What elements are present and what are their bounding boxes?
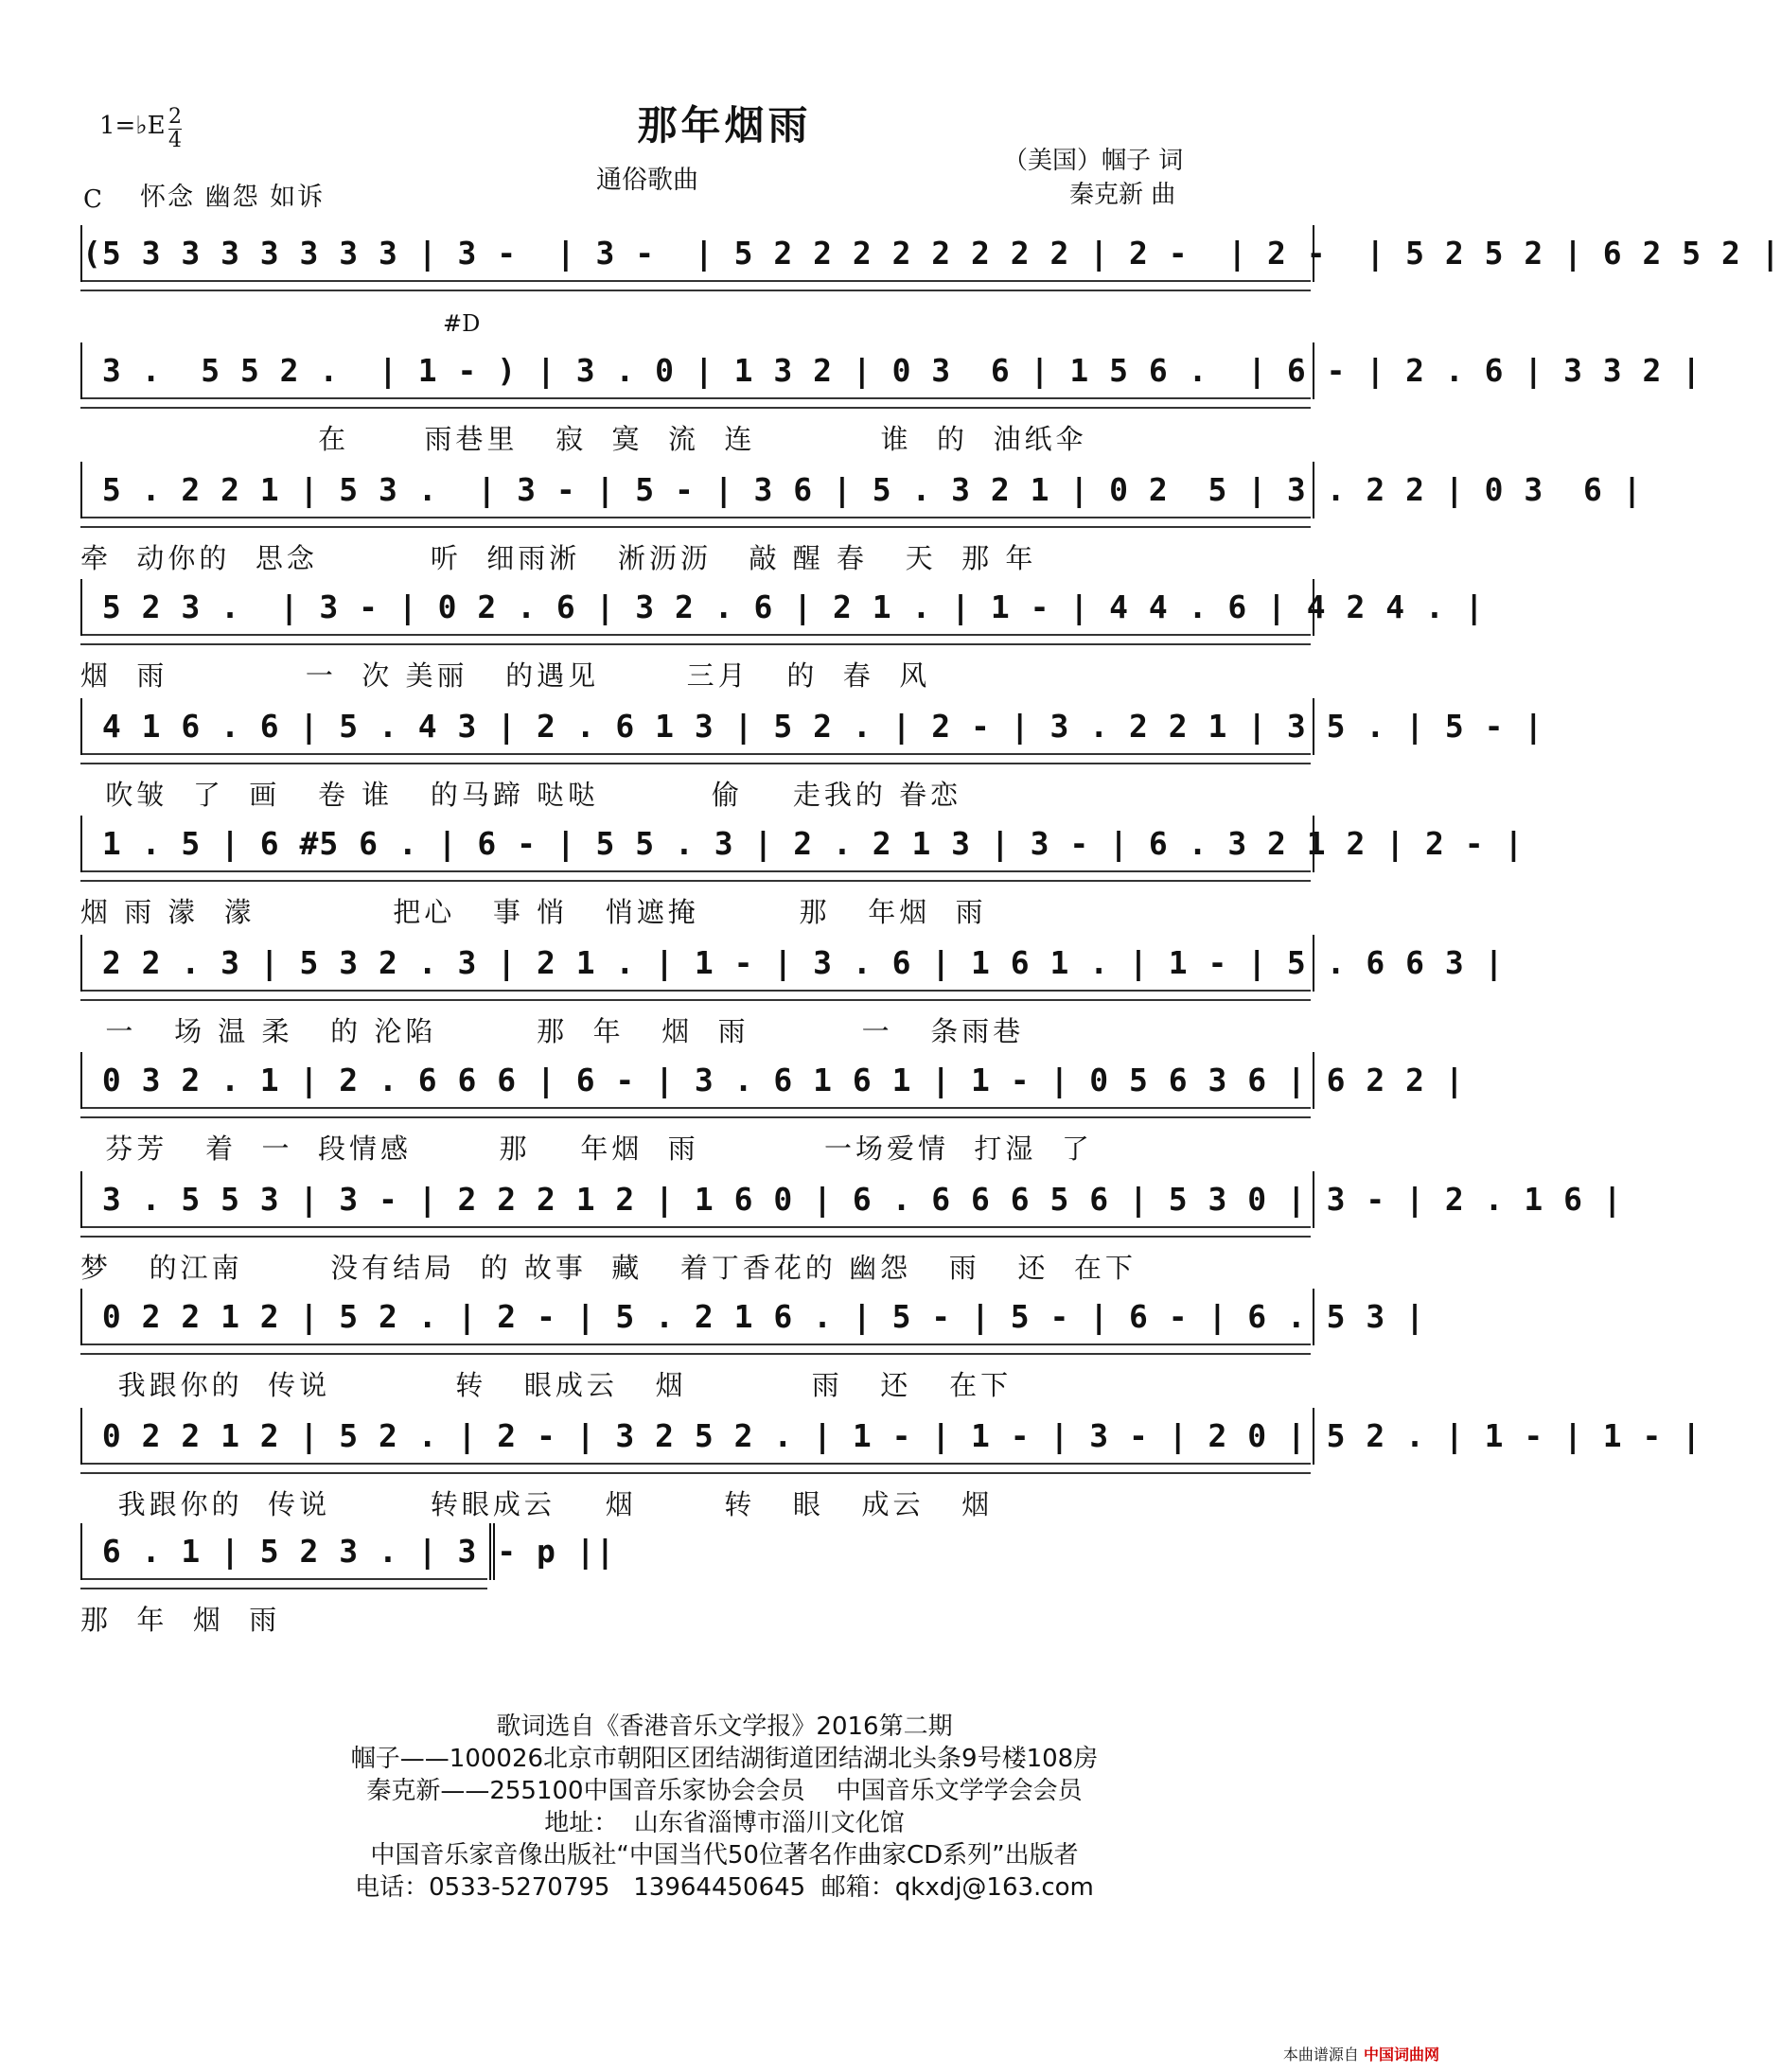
notation-line: 3 . 5 5 2 . | 1 - ) | 3 . 0 | 1 3 2 | 0 3 6 | 1 5 6 . | 6 - | 2 . 6 | 3 3 2 |: [80, 342, 1314, 399]
beam-underline: [80, 517, 1311, 528]
beam-underline: [80, 1343, 1311, 1355]
footer-info: [0, 1711, 1449, 1904]
source-credit[interactable]: [1283, 2043, 1439, 2064]
chord-label: C: [83, 185, 102, 214]
lyrics-line: 梦 的江南 没有结局 的 故事 藏 着丁香花的 幽怨 雨 还 在下: [80, 1252, 1137, 1284]
notation-line: 0 3 2 . 1 | 2 . 6 6 6 | 6 - | 3 . 6 1 6 1 | 1 - | 0 5 6 3 6 | 6 2 2 |: [80, 1052, 1314, 1109]
beam-underline: [80, 1107, 1311, 1118]
composer-credit: 秦克新 曲: [1069, 181, 1176, 209]
lyrics-line: 吹皱 了 画 卷 谁 的马蹄 哒哒 偷 走我的 眷恋: [80, 779, 962, 811]
notation-line: 5 . 2 2 1 | 5 3 . | 3 - | 5 - | 3 6 | 5 . 3 2 1 | 0 2 5 | 3 . 2 2 | 0 3 6 |: [80, 462, 1314, 518]
footer-address: 地址： 山东省淄博市淄川文化馆: [544, 1809, 905, 1837]
time-signature-bottom: 4: [168, 129, 182, 152]
source-prefix: 本曲谱源自: [1282, 2046, 1359, 2063]
notation-line: 3 . 5 5 3 | 3 - | 2 2 2 1 2 | 1 6 0 | 6 . 6 6 6 5 6 | 5 3 0 | 3 - | 2 . 1 6 |: [80, 1171, 1314, 1228]
footer-composer-membership: 秦克新——255100中国音乐家协会会员 中国音乐文学学会会员: [366, 1777, 1083, 1805]
beam-underline: [80, 634, 1311, 645]
lyrics-line: 烟 雨 一 次 美丽 的遇见 三月 的 春 风: [80, 659, 931, 692]
key-signature: 1=♭E: [99, 112, 166, 140]
beam-underline: [80, 753, 1311, 764]
genre-label: 通俗歌曲: [596, 166, 698, 195]
footer-source: 歌词选自《香港音乐文学报》2016第二期: [496, 1712, 953, 1741]
lyrics-line: 一 场 温 柔 的 沦陷 那 年 烟 雨 一 条雨巷: [80, 1015, 1025, 1047]
beam-underline: [80, 397, 1311, 409]
notation-line: (5 3 3 3 3 3 3 3 | 3 - | 3 - | 5 2 2 2 2 2 2 2 2 | 2 - | 2 - | 5 2 5 2 | 6 2 5 2 |: [80, 225, 1314, 282]
lyrics-line: 我跟你的 传说 转 眼成云 烟 雨 还 在下: [80, 1369, 1013, 1401]
beam-underline: [80, 870, 1311, 882]
source-site-link[interactable]: 中国词曲网: [1363, 2046, 1439, 2063]
time-signature: [168, 106, 182, 152]
notation-line: 6 . 1 | 5 2 3 . | 3 - p ||: [80, 1523, 495, 1580]
credits: [1003, 144, 1183, 212]
notation-line: 5 2 3 . | 3 - | 0 2 . 6 | 3 2 . 6 | 2 1 . | 1 - | 4 4 . 6 | 4 2 4 . |: [80, 579, 1314, 636]
notation-line: 0 2 2 1 2 | 5 2 . | 2 - | 3 2 5 2 . | 1 - | 1 - | 3 - | 2 0 | 5 2 . | 1 - | 1 - |: [80, 1408, 1314, 1465]
song-title: 那年烟雨: [637, 102, 812, 149]
beam-underline: [80, 1226, 1311, 1238]
lyrics-line: 那 年 烟 雨: [80, 1604, 281, 1636]
expression-mark: 怀念 幽怨 如诉: [140, 183, 326, 212]
beam-underline: [80, 280, 1311, 291]
beam-underline: [80, 990, 1311, 1001]
footer-publisher: 中国音乐家音像出版社“中国当代50位著名作曲家CD系列”出版者: [370, 1841, 1079, 1870]
beam-underline: [80, 1463, 1311, 1474]
lyrics-line: 我跟你的 传说 转眼成云 烟 转 眼 成云 烟: [80, 1488, 994, 1520]
lyrics-line: 牵 动你的 思念 听 细雨淅 淅沥沥 敲 醒 春 天 那 年: [80, 542, 1037, 574]
lyricist-credit: （美国）帼子 词: [1003, 147, 1184, 175]
notation-line: 1 . 5 | 6 #5 6 . | 6 - | 5 5 . 3 | 2 . 2 1 3 | 3 - | 6 . 3 2 1 2 | 2 - |: [80, 816, 1314, 872]
notation-line: 0 2 2 1 2 | 5 2 . | 2 - | 5 . 2 1 6 . | 5 - | 5 - | 6 - | 6 . 5 3 |: [80, 1289, 1314, 1345]
modulation-mark: #D: [443, 310, 481, 337]
footer-lyricist-address: 帼子——100026北京市朝阳区团结湖街道团结湖北头条9号楼108房: [350, 1745, 1099, 1773]
lyrics-line: 烟 雨 濛 濛 把心 事 悄 悄遮掩 那 年烟 雨: [80, 896, 987, 928]
lyrics-line: 在 雨巷里 寂 寞 流 连 谁 的 油纸伞: [80, 423, 1087, 455]
lyrics-line: 芬芳 着 一 段情感 那 年烟 雨 一场爱情 打湿 了: [80, 1133, 1093, 1165]
time-signature-top: 2: [168, 105, 182, 129]
footer-contact: 电话：0533-5270795 13964450645 邮箱：qkxdj@163.com: [355, 1873, 1094, 1902]
notation-line: 4 1 6 . 6 | 5 . 4 3 | 2 . 6 1 3 | 5 2 . | 2 - | 3 . 2 2 1 | 3 5 . | 5 - |: [80, 698, 1314, 755]
beam-underline: [80, 1578, 487, 1589]
notation-line: 2 2 . 3 | 5 3 2 . 3 | 2 1 . | 1 - | 3 . 6 | 1 6 1 . | 1 - | 5 . 6 6 3 |: [80, 935, 1314, 992]
